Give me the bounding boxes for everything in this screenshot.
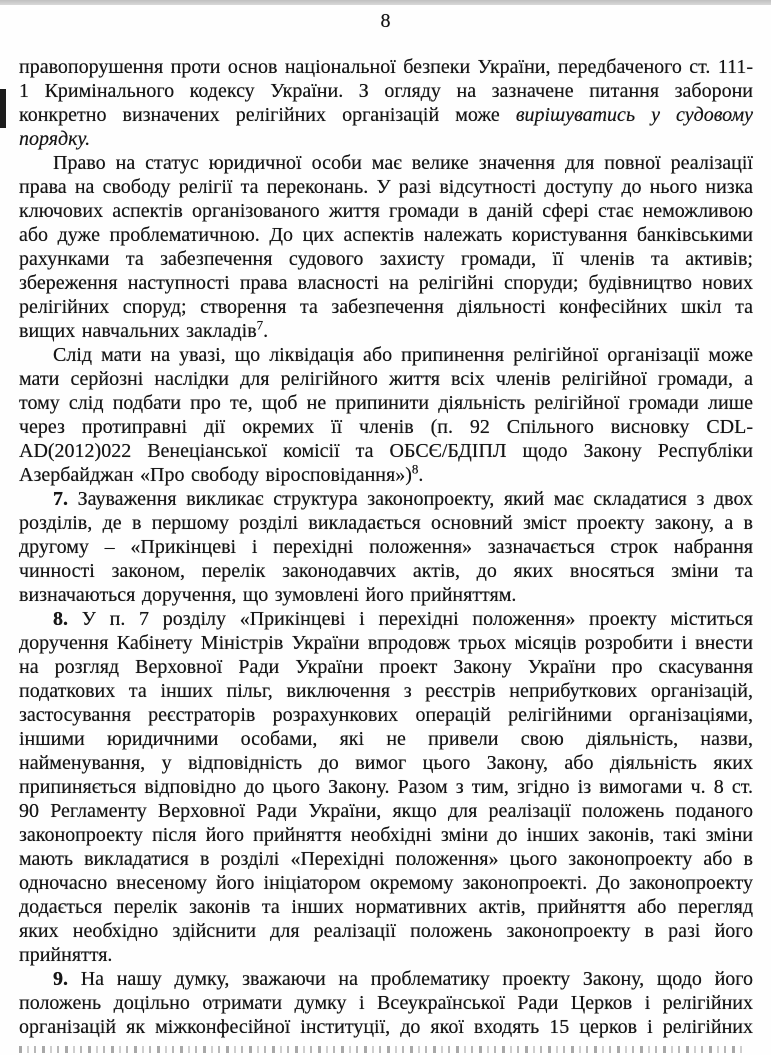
text-segment: Зауваження викликає структура законопроекту, який має складатися з двох розділів, де в першому розділі викладається основний зміст проекту закону, а в другому – «Прикінцеві і перехідні положення» зазначається строк набрання чинності законом, перелік законодавчих актів, до яких вносяться зміни та визначаються доручення, що зумовлені його прийняттям.: [19, 488, 753, 606]
paragraph-6: [19, 967, 753, 1039]
paragraph-2: [19, 151, 753, 343]
text-segment: правопорушення проти основ національної безпеки України, передбаченого ст. 111-1 Кримінального кодексу України. З огляду на зазначене питання заборони конкретно визначених релігійних організацій може: [19, 56, 753, 126]
text-segment: .: [263, 320, 269, 342]
text-segment: На нашу думку, зважаючи на проблематику проекту Закону, щодо його положень доцільно отримати думку і Всеукраїнської Ради Церков і релігійних організацій як міжконфесійної інституції, до якої входять 15 церков і релігійних: [19, 968, 753, 1038]
footnote-reference: 8: [411, 461, 419, 477]
footnote-reference: 7: [256, 317, 264, 333]
text-segment: Право на статус юридичної особи має велике значення для повної реалізації права на свободу релігії та переконань. У разі відсутності доступу до нього низка ключових аспектів організованого життя громади в даній сфері стає неможливою або дуже проблематичною. До цих аспектів належать користування банківськими рахунками та забезпечення судового захисту громади, її членів та активів; збереження наступності права власності на релігійні споруди; будівництво нових релігійних споруд; створення та забезпечення діяльності конфесійних шкіл та вищих навчальних закладів: [19, 152, 753, 342]
text-segment: Слід мати на увазі, що ліквідація або припинення релігійної організації може мати серйозні наслідки для релігійного життя всіх членів релігійної громади, а тому слід подбати про те, щоб не припинити діяльність релігійної громади лише через протиправні дії окремих її членів (п. 92 Спільного висновку CDL-AD(2012)022 Венеціанської комісії та ОБСЄ/БДІПЛ щодо Закону Республіки Азербайджан «Про свободу віросповідання»): [19, 344, 753, 486]
paragraph-1: [19, 55, 753, 151]
text-segment: 7.: [53, 488, 68, 510]
page-number: 8: [380, 10, 391, 32]
text-segment: .: [418, 464, 424, 486]
document-body: [19, 55, 753, 1039]
paragraph-3: [19, 343, 753, 487]
scan-edge-artifact-left: [0, 89, 6, 128]
text-segment: 9.: [53, 968, 68, 990]
text-segment: 8.: [53, 608, 68, 630]
cutoff-line-artifact: [19, 1046, 747, 1053]
paragraph-5: [19, 607, 753, 967]
paragraph-4: [19, 487, 753, 607]
scan-edge-artifact-top: [0, 0, 771, 5]
text-segment: вирішуватись у судовому порядку.: [19, 104, 754, 150]
text-segment: У п. 7 розділу «Прикінцеві і перехідні положення» проекту міститься доручення Кабінету Міністрів України впродовж трьох місяців розробити і внести на розгляд Верховної Ради України проект Закону України про скасування податкових та інших пільг, виключення з реєстрів неприбуткових організацій, застосування реєстраторів розрахункових операцій релігійними організаціями, іншими юридичними особами, які не привели свою діяльність, назви, найменування, у відповідність до вимог цього Закону, або діяльність яких припиняється відповідно до цього Закону. Разом з тим, згідно із вимогами ч. 8 ст. 90 Регламенту Верховної Ради України, якщо для реалізації положень поданого законопроекту після його прийняття необхідні зміни до інших законів, такі зміни мають викладатися в розділі «Перехідні положення» цього законопроекту або в одночасно внесеному його ініціатором окремому законопроекті. До законопроекту додається перелік законів та інших нормативних актів, прийняття або перегляд яких необхідно здійснити для реалізації положень законопроекту в разі його прийняття.: [19, 608, 753, 966]
